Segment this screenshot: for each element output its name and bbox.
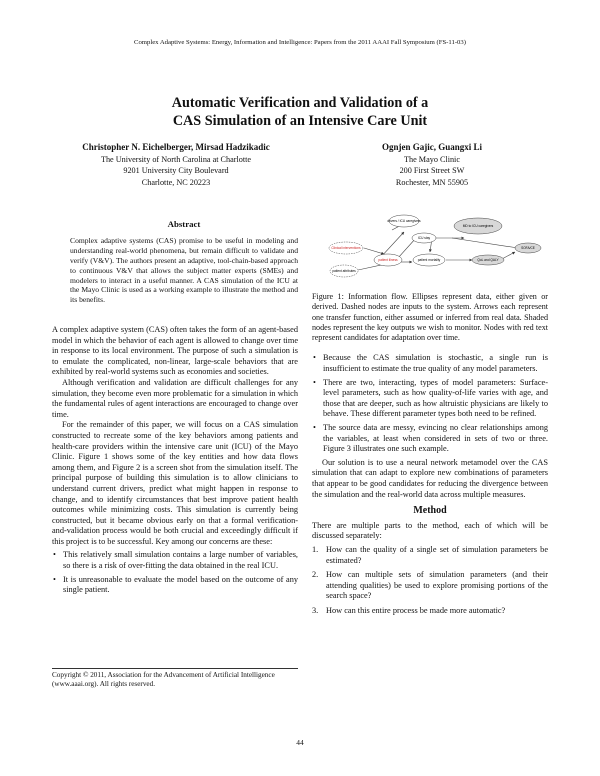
author-names: Christopher N. Eichelberger, Mirsad Hadzikadic <box>82 142 270 152</box>
method-heading: Method <box>413 505 447 517</box>
list-number: 2. <box>312 570 319 580</box>
abstract-heading: Abstract <box>167 219 201 229</box>
concerns-list-continued <box>312 353 548 454</box>
affiliation-line: Charlotte, NC 20223 <box>141 177 211 187</box>
copyright-notice: Copyright © 2011, Association for the Advancement of Artificial Intelligence (www.aaai.org). All rights reserved. <box>52 668 298 689</box>
paragraph: Although verification and validation are difficult challenges for any simulation, they become even more problematic for a simulation in which the fundamental rules of agent interactions are encouraged to change over time. <box>52 377 298 419</box>
author-block-1 <box>40 142 312 188</box>
affiliation-line: Rochester, MN 55905 <box>395 177 469 187</box>
title-line-2: CAS Simulation of an Intensive Care Unit <box>172 113 428 129</box>
diagram-node-label: patient mortality <box>417 258 441 262</box>
paragraph: There are multiple parts to the method, each of which will be discussed separately: <box>312 520 548 541</box>
list-item <box>312 545 548 566</box>
diagram-node-label: ICU stay <box>417 236 431 240</box>
list-item <box>312 606 548 617</box>
diagram-node-label: patient attributes <box>332 269 356 273</box>
paragraph: For the remainder of this paper, we will focus on a CAS simulation constructed to recreate some of the key behaviors among patients and health-care providers within the intensive care unit (ICU) of the Mayo Clinic. Figure 1 shows some of the key entities and how data flows among them, and Figure 2 is a screen shot from the simulation itself. The principal purpose of building this simulation is to allow clinicians to understand current drivers, predict what might happen in response to change, and to identify circumstances that best improve patient health outcomes while minimizing costs. This simulation is currently being constructed, but it became obvious early on that a formal verification-and-validation process would be both crucial and exceedingly difficult if this project is to be successful. Key among our concerns are these: <box>52 420 298 546</box>
affiliation-line: 9201 University City Boulevard <box>123 166 229 175</box>
list-item: • There are two, interacting, types of model parameters: Surface-level parameters, such as how quality-of-life varies with age, and those that are deeper, such as how altruistic physicians are likely to behave. These different parameter types both need to be refined. <box>312 378 548 420</box>
paper-title <box>60 94 540 130</box>
list-item: • This relatively small simulation contains a large number of variables, so there is a risk of over-fitting the data obtained in the real ICU. <box>52 550 298 571</box>
figure-1-diagram <box>312 208 548 284</box>
list-number: 3. <box>312 605 319 615</box>
affiliation-line: 200 First Street SW <box>399 166 465 175</box>
abstract <box>70 220 298 305</box>
list-number: 1. <box>312 544 319 554</box>
list-text: How can the quality of a single set of simulation parameters be estimated? <box>326 544 548 565</box>
paragraph: Our solution is to use a neural network metamodel over the CAS simulation that can adapt to explore new combinations of parameters that appear to be good candidates for reducing the divergence between the simulation and the real-world data across multiple measures. <box>312 457 548 499</box>
diagram-node-label: MD to ICU caregivers <box>462 224 494 228</box>
page-number: 44 <box>296 738 304 747</box>
author-names: Ognjen Gajic, Guangxi Li <box>381 142 482 152</box>
flow-arrow <box>364 248 384 254</box>
diagram-node-label: Clinical interventions <box>331 246 361 250</box>
list-item: • The source data are messy, evincing no clear relationships among the variables, at least when considered in sets of two or three. Figure 3 illustrates one such example. <box>312 423 548 455</box>
flow-arrow <box>398 238 416 258</box>
list-item: • Because the CAS simulation is stochastic, a single run is insufficient to estimate the true quality of any model parameters. <box>312 353 548 374</box>
running-header: Complex Adaptive Systems: Energy, Information and Intelligence: Papers from the 2011 AAAI Fall Symposium (FS-11-03) <box>134 39 466 46</box>
affiliation-line: The University of North Carolina at Charlotte <box>100 154 252 164</box>
title-line-1: Automatic Verification and Validation of a <box>171 95 429 111</box>
flow-arrow <box>452 238 518 248</box>
list-text: How can multiple sets of simulation parameters (and their attending qualities) be used to explore promising portions of the search space? <box>326 570 548 601</box>
right-column <box>312 292 548 621</box>
diagram-node-label: drivers / ICU caregivers <box>387 219 421 223</box>
abstract-text: Complex adaptive systems (CAS) promise to be useful in modeling and understanding real-world phenomena, but remain difficult to validate and verify (V&V). The authors present an adaptive, tool-chain-based approach to continuous V&V that allows the subject matter experts (SMEs) and modelers to interact in a useful manner. A CAS simulation of the ICU at the Mayo Clinic is used as a working example to illustrate the method and its benefits. <box>70 235 298 305</box>
affiliation-line: The Mayo Clinic <box>404 154 460 164</box>
diagram-node-label: patient illness <box>378 258 398 262</box>
concerns-list <box>52 550 298 595</box>
list-text: How can this entire process be made more automatic? <box>326 605 506 615</box>
figure-1-caption: Figure 1: Information flow. Ellipses represent data, either given or derived. Dashed nodes are inputs to the system. Arrows each represent one transfer function, either assumed or inferred from real data. Shaded nodes represent the key outputs we wish to monitor. Nodes with red text represent candidates for adaptation over time. <box>312 292 548 343</box>
list-item <box>312 570 548 602</box>
author-block-2 <box>312 142 552 188</box>
questions-list <box>312 545 548 617</box>
diagram-node-label: QoL and QALY <box>477 258 499 262</box>
paragraph: A complex adaptive system (CAS) often takes the form of an agent-based model in which the behavior of each agent is allowed to change over time in response to its local environment. The purpose of such a simulation is to emulate the complicated, non-linear, large-scale behaviors that are exhibited by real-world systems such as economies and societies. <box>52 325 298 377</box>
list-item: • It is unreasonable to evaluate the model based on the outcome of any single patient. <box>52 575 298 596</box>
diagram-node-label: SOFA/CE <box>521 246 535 250</box>
left-column <box>52 325 298 599</box>
